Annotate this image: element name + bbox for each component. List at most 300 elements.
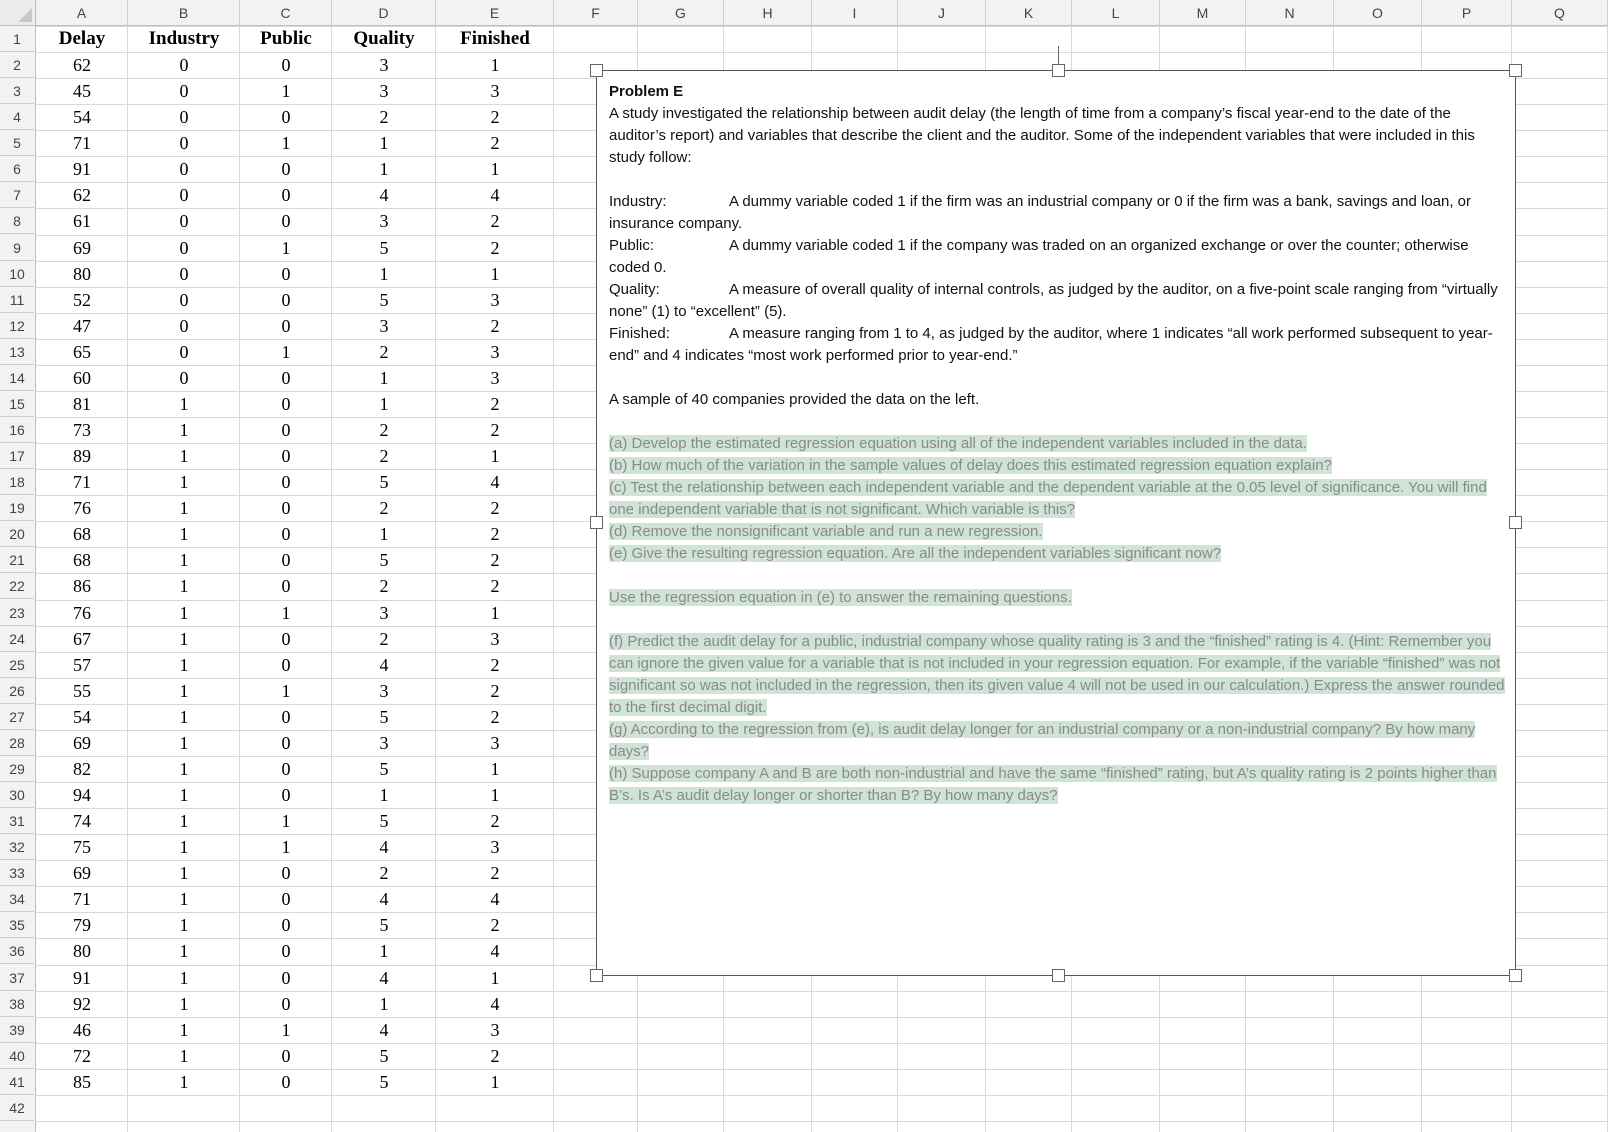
data-cell[interactable]: 1: [179, 837, 189, 857]
data-cell[interactable]: 2: [490, 394, 500, 414]
data-cell[interactable]: 2: [379, 498, 389, 518]
resize-handle-bottom-right[interactable]: [1509, 969, 1522, 982]
data-cell[interactable]: 71: [73, 472, 91, 492]
data-cell[interactable]: 2: [490, 707, 500, 727]
definition-label: Quality:: [609, 281, 660, 298]
data-cell[interactable]: 3: [490, 1020, 500, 1040]
data-cell[interactable]: 1: [379, 524, 389, 544]
data-cell[interactable]: 69: [73, 238, 91, 258]
data-cell[interactable]: 57: [73, 655, 91, 675]
data-cell[interactable]: 1: [490, 264, 500, 284]
data-cell[interactable]: 75: [73, 837, 91, 857]
data-cell[interactable]: 1: [179, 863, 189, 883]
data-cell[interactable]: 69: [73, 863, 91, 883]
data-cell[interactable]: 55: [73, 681, 91, 701]
data-cell[interactable]: 5: [379, 759, 389, 779]
resize-handle-bottom-left[interactable]: [590, 969, 603, 982]
row-header-17[interactable]: 17: [0, 443, 34, 469]
data-cell[interactable]: 89: [73, 446, 91, 466]
data-cell[interactable]: 0: [179, 316, 189, 336]
data-cell[interactable]: 1: [179, 707, 189, 727]
column-header-e[interactable]: E: [436, 0, 554, 26]
data-cell[interactable]: 1: [281, 603, 291, 623]
data-cell[interactable]: 82: [73, 759, 91, 779]
data-cell[interactable]: 0: [281, 759, 291, 779]
row-header-16[interactable]: 16: [0, 417, 34, 443]
data-cell[interactable]: 5: [379, 1072, 389, 1092]
data-cell[interactable]: 0: [281, 55, 291, 75]
row-header-7[interactable]: 7: [0, 182, 34, 208]
data-cell[interactable]: 68: [73, 524, 91, 544]
data-cell[interactable]: 1: [179, 915, 189, 935]
data-cell[interactable]: 46: [73, 1020, 91, 1040]
column-header-a[interactable]: A: [36, 0, 128, 26]
data-cell[interactable]: 4: [490, 994, 500, 1014]
data-cell[interactable]: 5: [379, 550, 389, 570]
data-cell[interactable]: 1: [179, 550, 189, 570]
data-cell[interactable]: 3: [490, 368, 500, 388]
data-cell[interactable]: 0: [179, 264, 189, 284]
column-header-d[interactable]: D: [332, 0, 436, 26]
data-cell[interactable]: 0: [281, 1046, 291, 1066]
data-cell[interactable]: 0: [281, 107, 291, 127]
row-header-29[interactable]: 29: [0, 756, 34, 782]
data-cell[interactable]: 3: [379, 55, 389, 75]
question-b-text: (b) How much of the variation in the sample values of delay does this estimated regression equation explain?: [609, 457, 1332, 474]
data-cell[interactable]: 76: [73, 498, 91, 518]
data-cell[interactable]: 0: [281, 446, 291, 466]
data-cell[interactable]: 54: [73, 107, 91, 127]
row-header-32[interactable]: 32: [0, 834, 34, 860]
row-header-6[interactable]: 6: [0, 156, 34, 182]
resize-handle-right[interactable]: [1509, 516, 1522, 529]
data-cell[interactable]: 80: [73, 264, 91, 284]
question-h: [609, 763, 1509, 807]
data-cell[interactable]: 1: [179, 1072, 189, 1092]
data-cell[interactable]: 0: [281, 394, 291, 414]
data-cell[interactable]: 1: [179, 603, 189, 623]
data-cell[interactable]: 0: [281, 941, 291, 961]
definition-label: Finished:: [609, 325, 670, 342]
data-cell[interactable]: 3: [490, 290, 500, 310]
row-header-39[interactable]: 39: [0, 1017, 34, 1043]
definition-text: A measure ranging from 1 to 4, as judged by the auditor, where 1 indicates “all work performed subsequent to year-end” and 4 indicates “most work performed prior to year-end.”: [609, 325, 1493, 364]
definition-label: Public:: [609, 237, 655, 254]
data-cell[interactable]: 5: [379, 238, 389, 258]
data-cell[interactable]: 68: [73, 550, 91, 570]
data-cell[interactable]: 91: [73, 968, 91, 988]
row-header-21[interactable]: 21: [0, 547, 34, 573]
data-cell[interactable]: 2: [490, 655, 500, 675]
data-cell[interactable]: 2: [379, 863, 389, 883]
data-cell[interactable]: 0: [179, 185, 189, 205]
question-d: [609, 521, 1509, 543]
data-cell[interactable]: 3: [379, 211, 389, 231]
column-header-q[interactable]: Q: [1512, 0, 1608, 26]
column-title-cell[interactable]: Finished: [460, 28, 530, 49]
data-cell[interactable]: 0: [281, 524, 291, 544]
definition-text: A dummy variable coded 1 if the firm was an industrial company or 0 if the firm was a bank, savings and loan, or insurance company.: [609, 193, 1472, 232]
data-cell[interactable]: 1: [179, 524, 189, 544]
data-cell[interactable]: 0: [281, 707, 291, 727]
data-cell[interactable]: 2: [490, 811, 500, 831]
row-header-34[interactable]: 34: [0, 886, 34, 912]
data-cell[interactable]: 1: [490, 159, 500, 179]
data-cell[interactable]: 1: [179, 655, 189, 675]
data-cell[interactable]: 0: [281, 498, 291, 518]
data-cell[interactable]: 5: [379, 811, 389, 831]
data-cell[interactable]: 1: [179, 811, 189, 831]
data-cell[interactable]: 1: [490, 1072, 500, 1092]
column-header-i[interactable]: I: [812, 0, 898, 26]
data-cell[interactable]: 2: [490, 498, 500, 518]
data-cell[interactable]: 2: [490, 211, 500, 231]
question-g: [609, 719, 1509, 763]
column-header-k[interactable]: K: [986, 0, 1072, 26]
data-cell[interactable]: 4: [490, 185, 500, 205]
data-cell[interactable]: 2: [490, 133, 500, 153]
data-cell[interactable]: 4: [490, 941, 500, 961]
row-header-bar: [0, 0, 36, 1132]
data-cell[interactable]: 2: [490, 107, 500, 127]
sample-note: A sample of 40 companies provided the data on the left.: [609, 391, 980, 408]
data-cell[interactable]: 1: [490, 785, 500, 805]
row-header-40[interactable]: 40: [0, 1043, 34, 1069]
row-header-35[interactable]: 35: [0, 912, 34, 938]
data-cell[interactable]: 3: [490, 342, 500, 362]
column-header-g[interactable]: G: [638, 0, 724, 26]
row-header-33[interactable]: 33: [0, 860, 34, 886]
data-cell[interactable]: 3: [379, 316, 389, 336]
data-cell[interactable]: 2: [490, 576, 500, 596]
data-cell[interactable]: 1: [379, 133, 389, 153]
data-cell[interactable]: 2: [490, 238, 500, 258]
data-cell[interactable]: 0: [179, 368, 189, 388]
row-header-11[interactable]: 11: [0, 287, 34, 313]
data-cell[interactable]: 0: [281, 889, 291, 909]
data-cell[interactable]: 0: [281, 629, 291, 649]
definition-finished: [609, 323, 1509, 367]
data-cell[interactable]: 91: [73, 159, 91, 179]
data-cell[interactable]: 0: [281, 576, 291, 596]
data-cell[interactable]: 0: [281, 550, 291, 570]
data-cell[interactable]: 4: [379, 968, 389, 988]
data-cell[interactable]: 1: [179, 681, 189, 701]
data-cell[interactable]: 71: [73, 889, 91, 909]
row-header-41[interactable]: 41: [0, 1069, 34, 1095]
data-cell[interactable]: 1: [281, 133, 291, 153]
data-cell[interactable]: 0: [281, 733, 291, 753]
data-cell[interactable]: 0: [179, 342, 189, 362]
row-header-24[interactable]: 24: [0, 626, 34, 652]
row-header-27[interactable]: 27: [0, 704, 34, 730]
data-cell[interactable]: 0: [281, 655, 291, 675]
data-cell[interactable]: 1: [179, 420, 189, 440]
data-cell[interactable]: 2: [379, 446, 389, 466]
data-cell[interactable]: 4: [490, 889, 500, 909]
row-header-8[interactable]: 8: [0, 208, 34, 234]
data-cell[interactable]: 1: [379, 394, 389, 414]
column-header-f[interactable]: F: [554, 0, 638, 26]
data-cell[interactable]: 0: [281, 290, 291, 310]
data-cell[interactable]: 1: [179, 733, 189, 753]
data-cell[interactable]: 2: [490, 316, 500, 336]
column-title-cell[interactable]: Industry: [148, 28, 220, 49]
data-cell[interactable]: 1: [179, 629, 189, 649]
row-header-10[interactable]: 10: [0, 261, 34, 287]
data-cell[interactable]: 5: [379, 915, 389, 935]
data-cell[interactable]: 2: [379, 107, 389, 127]
column-title-cell[interactable]: Delay: [58, 28, 106, 49]
row-header-38[interactable]: 38: [0, 991, 34, 1017]
data-cell[interactable]: 60: [73, 368, 91, 388]
data-cell[interactable]: 2: [379, 342, 389, 362]
row-header-18[interactable]: 18: [0, 469, 34, 495]
row-header-14[interactable]: 14: [0, 365, 34, 391]
resize-handle-top-left[interactable]: [590, 64, 603, 77]
data-cell[interactable]: 1: [179, 759, 189, 779]
question-h-text: (h) Suppose company A and B are both non-industrial and have the same “finished” rating, but A’s quality rating is 2 points higher than B’s. Is A’s audit delay longer or shorter than B? By how many days?: [609, 765, 1497, 804]
data-cell[interactable]: 76: [73, 603, 91, 623]
data-cell[interactable]: 2: [490, 420, 500, 440]
data-cell[interactable]: 52: [73, 290, 91, 310]
row-header-5[interactable]: 5: [0, 130, 34, 156]
resize-handle-top[interactable]: [1052, 64, 1065, 77]
data-cell[interactable]: 1: [179, 785, 189, 805]
data-cell[interactable]: 86: [73, 576, 91, 596]
data-cell[interactable]: 94: [73, 785, 91, 805]
data-cell[interactable]: 0: [281, 472, 291, 492]
data-cell[interactable]: 1: [179, 576, 189, 596]
data-cell[interactable]: 3: [490, 81, 500, 101]
data-cell[interactable]: 2: [490, 681, 500, 701]
data-cell[interactable]: 0: [179, 107, 189, 127]
data-cell[interactable]: 1: [281, 238, 291, 258]
column-header-l[interactable]: L: [1072, 0, 1160, 26]
data-cell[interactable]: 2: [379, 629, 389, 649]
data-cell[interactable]: 1: [281, 681, 291, 701]
question-d-text: (d) Remove the nonsignificant variable and run a new regression.: [609, 523, 1043, 540]
data-cell[interactable]: 1: [379, 941, 389, 961]
data-cell[interactable]: 1: [490, 55, 500, 75]
data-cell[interactable]: 0: [281, 368, 291, 388]
data-cell[interactable]: 4: [379, 185, 389, 205]
data-cell[interactable]: 3: [490, 733, 500, 753]
data-cell[interactable]: 81: [73, 394, 91, 414]
data-cell[interactable]: 3: [379, 681, 389, 701]
row-header-42[interactable]: 42: [0, 1095, 34, 1121]
column-header-n[interactable]: N: [1246, 0, 1334, 26]
column-title-cell[interactable]: Public: [260, 28, 312, 49]
data-cell[interactable]: 73: [73, 420, 91, 440]
data-cell[interactable]: 72: [73, 1046, 91, 1066]
row-header-20[interactable]: 20: [0, 521, 34, 547]
row-gridline: [0, 1095, 1608, 1096]
problem-intro: A study investigated the relationship between audit delay (the length of time from a company’s fiscal year-end to the date of the auditor’s report) and variables that describe the client and the auditor. Some of the independent variables that were included in this study follow:: [609, 105, 1475, 166]
data-cell[interactable]: 5: [379, 1046, 389, 1066]
resize-handle-bottom[interactable]: [1052, 969, 1065, 982]
row-header-1[interactable]: 1: [0, 26, 34, 52]
row-header-22[interactable]: 22: [0, 573, 34, 599]
data-cell[interactable]: 71: [73, 133, 91, 153]
data-cell[interactable]: 1: [379, 159, 389, 179]
data-cell[interactable]: 1: [379, 785, 389, 805]
data-cell[interactable]: 0: [281, 185, 291, 205]
data-cell[interactable]: 2: [490, 863, 500, 883]
resize-handle-top-right[interactable]: [1509, 64, 1522, 77]
data-cell[interactable]: 1: [179, 446, 189, 466]
row-header-19[interactable]: 19: [0, 495, 34, 521]
data-cell[interactable]: 3: [379, 603, 389, 623]
data-cell[interactable]: 1: [179, 941, 189, 961]
data-cell[interactable]: 3: [490, 629, 500, 649]
data-cell[interactable]: 0: [281, 420, 291, 440]
data-cell[interactable]: 1: [179, 472, 189, 492]
column-header-bar: [0, 0, 1608, 26]
row-header-31[interactable]: 31: [0, 808, 34, 834]
data-cell[interactable]: 4: [379, 655, 389, 675]
row-gridline: [0, 1121, 1608, 1122]
data-cell[interactable]: 0: [179, 81, 189, 101]
data-cell[interactable]: 69: [73, 733, 91, 753]
data-cell[interactable]: 1: [281, 837, 291, 857]
data-cell[interactable]: 0: [281, 863, 291, 883]
row-header-15[interactable]: 15: [0, 391, 34, 417]
data-cell[interactable]: 5: [379, 472, 389, 492]
column-header-c[interactable]: C: [240, 0, 332, 26]
definition-public: [609, 235, 1509, 279]
data-cell[interactable]: 80: [73, 941, 91, 961]
data-cell[interactable]: 3: [379, 733, 389, 753]
row-header-9[interactable]: 9: [0, 235, 34, 261]
data-cell[interactable]: 0: [179, 133, 189, 153]
data-cell[interactable]: 1: [179, 994, 189, 1014]
data-cell[interactable]: 0: [281, 994, 291, 1014]
column-header-h[interactable]: H: [724, 0, 812, 26]
row-header-28[interactable]: 28: [0, 730, 34, 756]
row-header-30[interactable]: 30: [0, 782, 34, 808]
data-cell[interactable]: 1: [281, 81, 291, 101]
row-header-12[interactable]: 12: [0, 313, 34, 339]
use-equation-text: Use the regression equation in (e) to answer the remaining questions.: [609, 589, 1072, 606]
data-cell[interactable]: 74: [73, 811, 91, 831]
data-cell[interactable]: 85: [73, 1072, 91, 1092]
data-cell[interactable]: 62: [73, 185, 91, 205]
data-cell[interactable]: 2: [379, 576, 389, 596]
row-header-26[interactable]: 26: [0, 678, 34, 704]
data-cell[interactable]: 0: [179, 290, 189, 310]
data-cell[interactable]: 2: [490, 524, 500, 544]
data-cell[interactable]: 0: [281, 1072, 291, 1092]
data-cell[interactable]: 1: [179, 1046, 189, 1066]
definition-industry: [609, 191, 1509, 235]
question-a: [609, 433, 1509, 455]
data-cell[interactable]: 0: [281, 159, 291, 179]
row-header-4[interactable]: 4: [0, 104, 34, 130]
data-cell[interactable]: 0: [281, 316, 291, 336]
column-header-j[interactable]: J: [898, 0, 986, 26]
data-cell[interactable]: 4: [379, 889, 389, 909]
data-cell[interactable]: 1: [179, 498, 189, 518]
data-cell[interactable]: 4: [379, 1020, 389, 1040]
data-cell[interactable]: 0: [179, 211, 189, 231]
column-header-p[interactable]: P: [1422, 0, 1512, 26]
data-cell[interactable]: 2: [379, 420, 389, 440]
question-g-text: (g) According to the regression from (e), is audit delay longer for an industrial company or a non-industrial company? By how many days?: [609, 721, 1476, 760]
data-cell[interactable]: 1: [490, 759, 500, 779]
data-cell[interactable]: 4: [379, 837, 389, 857]
column-header-o[interactable]: O: [1334, 0, 1422, 26]
row-header-2[interactable]: 2: [0, 52, 34, 78]
data-cell[interactable]: 0: [281, 264, 291, 284]
data-cell[interactable]: 1: [490, 968, 500, 988]
data-cell[interactable]: 1: [490, 603, 500, 623]
data-cell[interactable]: 1: [179, 889, 189, 909]
row-header-37[interactable]: 37: [0, 965, 34, 991]
data-cell[interactable]: 47: [73, 316, 91, 336]
data-cell[interactable]: 1: [281, 811, 291, 831]
data-cell[interactable]: 3: [490, 837, 500, 857]
data-cell[interactable]: 0: [179, 55, 189, 75]
data-cell[interactable]: 0: [281, 785, 291, 805]
data-cell[interactable]: 65: [73, 342, 91, 362]
data-cell[interactable]: 4: [490, 472, 500, 492]
question-e-text: (e) Give the resulting regression equation. Are all the independent variables significant now?: [609, 545, 1222, 562]
data-cell[interactable]: 1: [179, 1020, 189, 1040]
row-header-36[interactable]: 36: [0, 938, 34, 964]
row-header-13[interactable]: 13: [0, 339, 34, 365]
problem-textbox[interactable]: [596, 70, 1516, 976]
select-all-corner[interactable]: [0, 0, 36, 26]
data-cell[interactable]: 67: [73, 629, 91, 649]
data-cell[interactable]: 92: [73, 994, 91, 1014]
column-title-cell[interactable]: Quality: [353, 28, 415, 49]
data-cell[interactable]: 0: [281, 211, 291, 231]
data-cell[interactable]: 1: [379, 368, 389, 388]
data-cell[interactable]: 2: [490, 1046, 500, 1066]
data-cell[interactable]: 3: [379, 81, 389, 101]
data-cell[interactable]: 5: [379, 707, 389, 727]
data-cell[interactable]: 45: [73, 81, 91, 101]
data-cell[interactable]: 79: [73, 915, 91, 935]
data-cell[interactable]: 1: [379, 994, 389, 1014]
column-header-m[interactable]: M: [1160, 0, 1246, 26]
resize-handle-left[interactable]: [590, 516, 603, 529]
question-a-text: (a) Develop the estimated regression equation using all of the independent variables included in the data.: [609, 435, 1307, 452]
row-header-25[interactable]: 25: [0, 652, 34, 678]
data-cell[interactable]: 54: [73, 707, 91, 727]
data-cell[interactable]: 0: [179, 159, 189, 179]
data-cell[interactable]: 1: [281, 1020, 291, 1040]
data-cell[interactable]: 62: [73, 55, 91, 75]
definition-quality: [609, 279, 1509, 323]
data-cell[interactable]: 1: [179, 968, 189, 988]
data-cell[interactable]: 61: [73, 211, 91, 231]
data-cell[interactable]: 0: [281, 915, 291, 935]
row-header-23[interactable]: 23: [0, 600, 34, 626]
row-header-3[interactable]: 3: [0, 78, 34, 104]
data-cell[interactable]: 1: [281, 342, 291, 362]
data-cell[interactable]: 1: [490, 446, 500, 466]
data-cell[interactable]: 5: [379, 290, 389, 310]
data-cell[interactable]: 2: [490, 550, 500, 570]
data-cell[interactable]: 1: [379, 264, 389, 284]
column-header-b[interactable]: B: [128, 0, 240, 26]
data-cell[interactable]: 0: [179, 238, 189, 258]
data-cell[interactable]: 0: [281, 968, 291, 988]
data-cell[interactable]: 1: [179, 394, 189, 414]
data-cell[interactable]: 2: [490, 915, 500, 935]
